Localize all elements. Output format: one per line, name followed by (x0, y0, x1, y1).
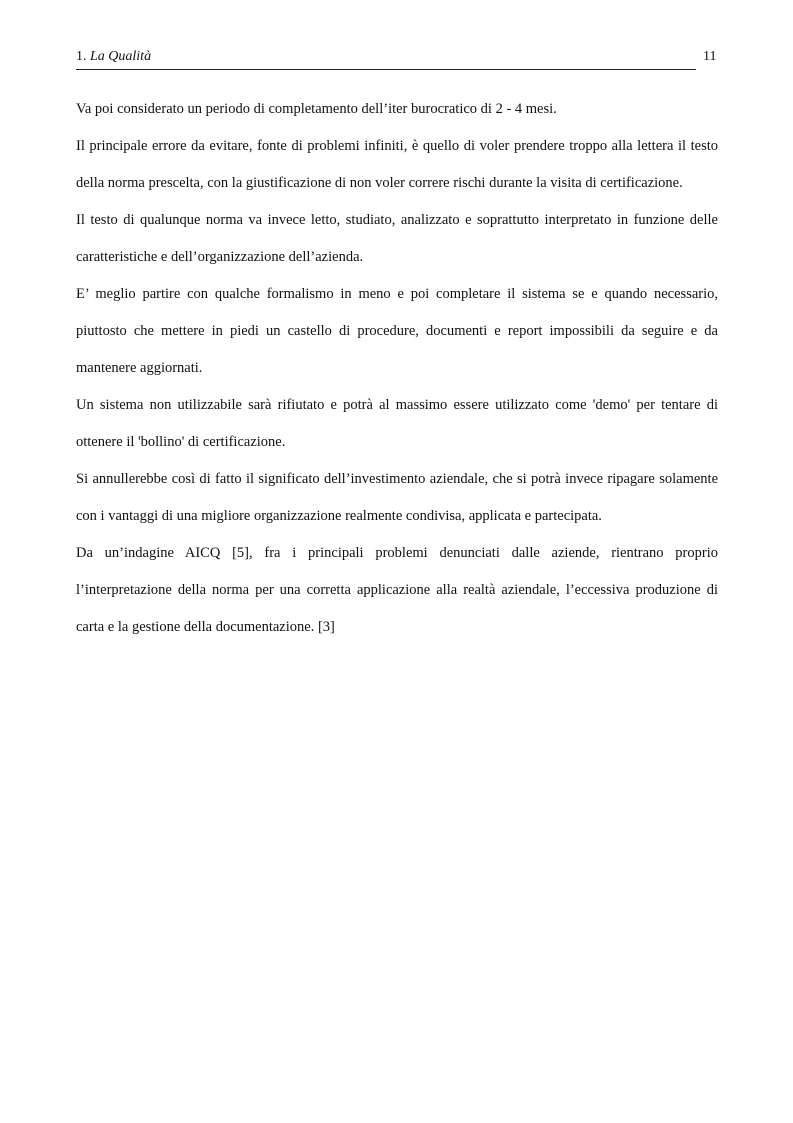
paragraph-2: Il principale errore da evitare, fonte di problemi infiniti, è quello di voler prendere troppo alla lettera il testo della norma prescelta, con la giustificazione di non voler correre rischi durante la visita di certificazione. (76, 138, 718, 191)
chapter-title: La Qualità (90, 49, 152, 64)
paragraph-4: E’ meglio partire con qualche formalismo in meno e poi completare il sistema se e quando necessario, piuttosto che mettere in piedi un castello di procedure, documenti e report impossibili da seguire e da mantenere aggiornati. (76, 286, 718, 376)
paragraph-3: Il testo di qualunque norma va invece letto, studiato, analizzato e soprattutto interpretato in funzione delle caratteristiche e dell’organizzazione dell’azienda. (76, 212, 718, 265)
chapter-heading (76, 49, 151, 65)
paragraph-6: Si annullerebbe così di fatto il significato dell’investimento aziendale, che si potrà invece ripagare solamente con i vantaggi di una migliore organizzazione realmente condivisa, applicata e partecipata. (76, 471, 718, 524)
paragraph-5: Un sistema non utilizzabile sarà rifiutato e potrà al massimo essere utilizzato come 'demo' per tentare di ottenere il 'bollino' di certificazione. (76, 397, 718, 450)
paragraph-7: Da un’indagine AICQ [5], fra i principali problemi denunciati dalle aziende, rientrano proprio l’interpretazione della norma per una corretta applicazione alla realtà aziendale, l’eccessiva produzione di carta e la gestione della documentazione. [3] (76, 545, 718, 635)
running-header (76, 49, 696, 70)
paragraph-1: Va poi considerato un periodo di completamento dell’iter burocratico di 2 - 4 mesi. (76, 101, 557, 117)
page-number: 11 (703, 49, 717, 64)
body-text (76, 91, 718, 646)
chapter-number: 1. (76, 49, 87, 64)
